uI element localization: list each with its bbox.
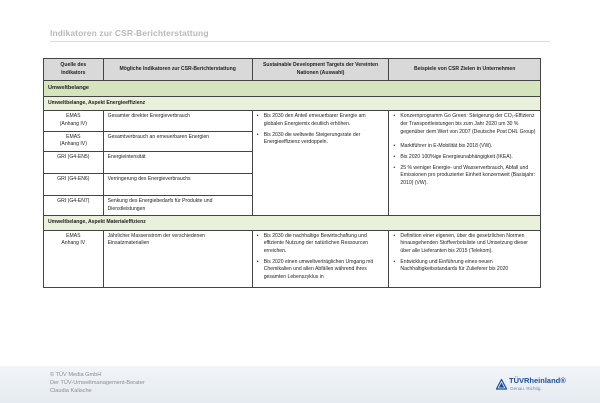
source-cell xyxy=(44,131,104,151)
list-item: • Entwicklung und Einführung eines neuen Nachhaltigkeitsstandards für Zulieferer bis 2020 xyxy=(393,259,536,274)
examples-cell xyxy=(389,230,541,287)
triangle-logo-icon xyxy=(496,379,507,390)
table-header-row xyxy=(44,59,541,81)
indicator-cell: Energieintensität xyxy=(103,151,252,173)
header-examples: Beispiele von CSR Zielen in Unternehmen xyxy=(389,59,541,81)
source-cell xyxy=(44,230,104,287)
footer-copyright: © TÜV Media GmbH xyxy=(50,372,102,378)
list-item: • Bis 2020 100%ige Energieunabhängigkeit (IKEA). xyxy=(393,154,536,162)
section-title: Umweltbelange xyxy=(44,81,541,96)
footer-author: Claudia Kalische xyxy=(50,388,92,395)
table-row xyxy=(44,230,541,287)
sdg-cell xyxy=(252,111,389,216)
subsection-row-material xyxy=(44,216,541,231)
source-ref: Anhang IV xyxy=(61,240,86,247)
source-name: EMAS xyxy=(66,133,81,140)
indicator-cell: Senkung des Energiebedarfs für Produkte und Dienstleistungen xyxy=(103,195,252,215)
indicator-cell: Verringerung des Energieverbrauchs xyxy=(103,173,252,195)
sdg-list xyxy=(257,113,385,147)
sdg-list xyxy=(257,233,385,282)
header-sdg: Sustainable Development Targets der Vereinten Nationen (Auswahl) xyxy=(252,59,389,81)
list-item: • Bis 2030 den Anteil erneuerbarer Energie am globalen Energiemix deutlich erhöhen. xyxy=(257,113,385,128)
list-item: • 25 % weniger Energie- und Wasserverbrauch, Abfall und Emissionen pro produzierter Einheit konzernweit (Basisjahr: 2010) (VW). xyxy=(393,165,536,188)
source-cell xyxy=(44,151,104,173)
subsection-title: Umweltbelange, Aspekt Materialeffizienz xyxy=(44,216,541,231)
source-name: GRI (G4-EN5) xyxy=(57,153,90,160)
subsection-row-energy xyxy=(44,96,541,111)
source-name: GRI (G4-EN7) xyxy=(57,197,90,204)
page-title: Indikatoren zur CSR-Berichterstattung xyxy=(50,28,209,38)
indicator-cell: Gesamtverbrauch an erneuerbaren Energien xyxy=(103,131,252,151)
section-row-umweltbelange xyxy=(44,81,541,96)
sdg-cell xyxy=(252,230,389,287)
table-row xyxy=(44,111,541,131)
source-ref: (Anhang IV) xyxy=(59,141,87,148)
logo-brand-text: TÜVRheinland® xyxy=(509,376,566,385)
source-cell xyxy=(44,195,104,215)
list-item: • Bis 2020 einen umweltverträglichen Umgang mit Chemikalien und allen Abfällen während ihres gesamten Lebenszyklus in xyxy=(257,259,385,282)
examples-cell xyxy=(389,111,541,216)
source-name: GRI (G4-EN6) xyxy=(57,175,90,182)
source-name: EMAS xyxy=(66,232,81,239)
csr-indicator-table xyxy=(43,58,541,288)
header-source: Quelle des Indikators xyxy=(44,59,104,81)
examples-list xyxy=(393,113,536,187)
indicator-cell: Jährlicher Massenstrom der verschiedenen Einsatzmaterialien xyxy=(103,230,252,287)
list-item: • Bis 2030 die nachhaltige Bewirtschaftung und effiziente Nutzung der natürlichen Ressourcen erreichen. xyxy=(257,233,385,256)
list-item: • Definition einer eigenen, über die gesetzlichen Normen hinausgehenden Stoffverbotsliste und Umsetzung dieser über alle Lieferanten bis 2015 (Telekom). xyxy=(393,233,536,256)
source-ref: (Anhang IV) xyxy=(59,120,87,127)
header-indicators: Mögliche Indikatoren zur CSR-Berichterstattung xyxy=(103,59,252,81)
examples-list xyxy=(393,233,536,274)
footer-publication: Der TÜV-Umweltmanagement-Berater xyxy=(50,380,145,387)
list-item: • Konzernprogramm Go Green: Steigerung der CO₂-Effizienz der Transportleistungen bis zum Jahr 2020 um 30 % gegenüber dem Wert von 2007 (Deutsche Post DHL Group) xyxy=(393,113,536,136)
indicator-cell: Gesamter direkter Energieverbrauch xyxy=(103,111,252,131)
source-cell xyxy=(44,111,104,131)
source-name: EMAS xyxy=(66,113,81,120)
title-divider xyxy=(50,41,550,42)
footer-text xyxy=(50,371,145,395)
list-item: • Marktführer in E-Mobilität bis 2018 (VW). xyxy=(393,143,536,151)
list-item: • Bis 2030 die weltweite Steigerungsrate der Energieeffizienz verdoppeln. xyxy=(257,132,385,147)
tuv-rheinland-logo xyxy=(496,376,576,398)
subsection-title: Umweltbelange, Aspekt Energieeffizienz xyxy=(44,96,541,111)
source-cell xyxy=(44,173,104,195)
logo-tagline: Genau. Richtig. xyxy=(510,386,542,391)
